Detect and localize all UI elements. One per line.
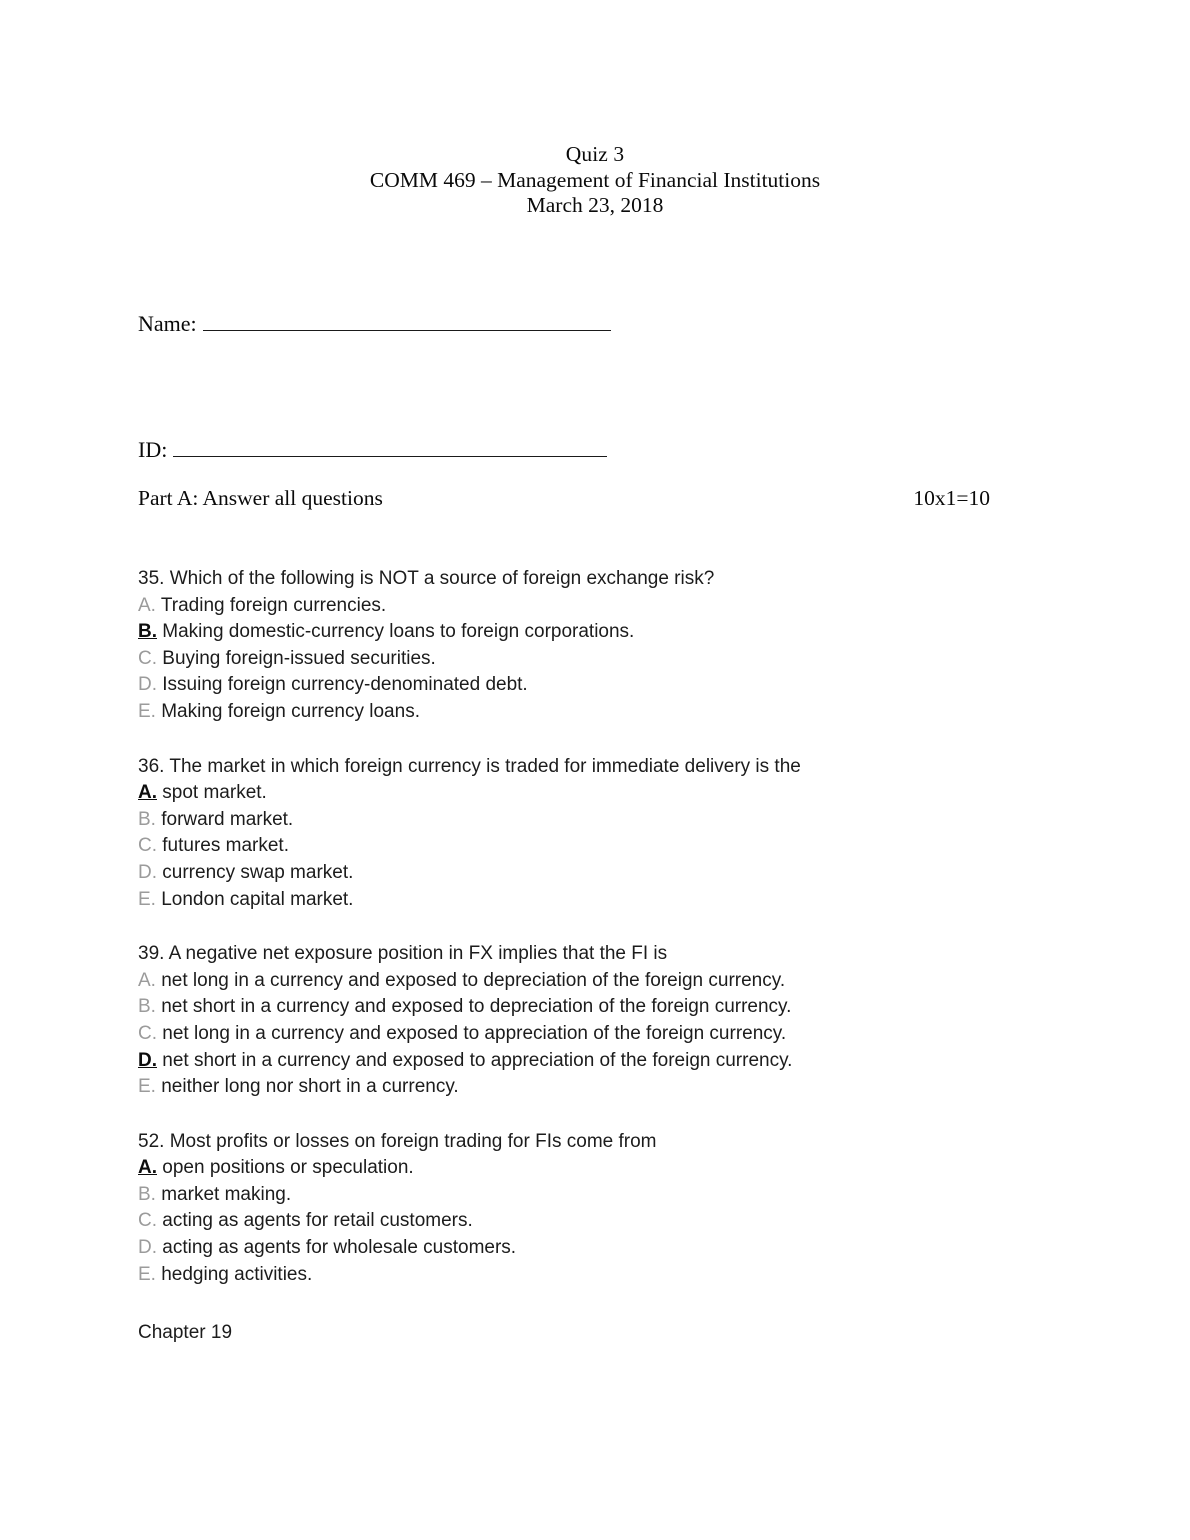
id-field-rule[interactable] xyxy=(173,440,607,457)
option-letter: C. xyxy=(138,1210,157,1232)
questions-list xyxy=(138,566,1038,1316)
option-text: market making. xyxy=(161,1183,292,1205)
question-stem xyxy=(138,941,1038,968)
answer-option[interactable] xyxy=(138,672,1038,699)
option-letter: D. xyxy=(138,861,157,883)
option-letter: A. xyxy=(138,782,157,804)
answer-option-correct[interactable] xyxy=(138,780,1038,807)
answer-option-correct[interactable] xyxy=(138,1155,1038,1182)
part-a-title: Part A: Answer all questions xyxy=(138,486,383,510)
option-text: net long in a currency and exposed to appreciation of the foreign currency. xyxy=(162,1022,787,1044)
question-number: 35. xyxy=(138,568,165,589)
question-number: 52. xyxy=(138,1130,165,1152)
option-letter: B. xyxy=(138,621,157,643)
answer-option[interactable] xyxy=(138,833,1038,860)
question-stem xyxy=(138,566,1038,593)
id-field[interactable] xyxy=(138,437,607,463)
question-stem-text: Most profits or losses on foreign trading for FIs come from xyxy=(169,1130,657,1152)
answer-option[interactable] xyxy=(138,1074,1038,1101)
answer-option[interactable] xyxy=(138,860,1038,887)
document-header xyxy=(0,142,1190,219)
option-text: London capital market. xyxy=(161,888,354,910)
header-line-course: COMM 469 – Management of Financial Institutions xyxy=(369,167,821,192)
option-text: neither long nor short in a currency. xyxy=(161,1076,459,1098)
option-letter: A. xyxy=(138,594,156,616)
option-text: Issuing foreign currency-denominated debt. xyxy=(162,674,528,696)
option-text: net short in a currency and exposed to appreciation of the foreign currency. xyxy=(162,1049,793,1071)
option-text: currency swap market. xyxy=(162,861,354,883)
option-text: open positions or speculation. xyxy=(162,1157,414,1179)
header-line-quiz-title: Quiz 3 xyxy=(565,142,625,166)
option-letter: B. xyxy=(138,1183,156,1205)
question-block xyxy=(138,1129,1038,1289)
answer-option[interactable] xyxy=(138,887,1038,914)
question-number: 39. xyxy=(138,943,165,965)
name-field-rule[interactable] xyxy=(203,314,611,331)
option-letter: E. xyxy=(138,700,156,722)
question-stem-text: The market in which foreign currency is traded for immediate delivery is the xyxy=(169,755,801,777)
option-letter: E. xyxy=(138,888,156,910)
question-number: 36. xyxy=(138,755,165,777)
id-field-label: ID: xyxy=(138,437,168,462)
answer-option[interactable] xyxy=(138,807,1038,834)
question-block xyxy=(138,754,1038,914)
question-block xyxy=(138,941,1038,1101)
option-letter: E. xyxy=(138,1263,156,1285)
question-stem xyxy=(138,754,1038,781)
answer-option[interactable] xyxy=(138,1235,1038,1262)
option-text: Making domestic-currency loans to foreign corporations. xyxy=(162,621,635,643)
question-block xyxy=(138,566,1038,726)
answer-option[interactable] xyxy=(138,699,1038,726)
option-text: acting as agents for wholesale customers. xyxy=(162,1237,517,1259)
name-field[interactable] xyxy=(138,311,611,337)
option-letter: B. xyxy=(138,996,156,1018)
option-text: Making foreign currency loans. xyxy=(161,700,420,722)
option-text: acting as agents for retail customers. xyxy=(162,1210,473,1232)
option-text: Trading foreign currencies. xyxy=(160,594,387,616)
answer-option[interactable] xyxy=(138,646,1038,673)
option-letter: D. xyxy=(138,1049,157,1071)
option-letter: A. xyxy=(138,969,156,991)
answer-option[interactable] xyxy=(138,994,1038,1021)
answer-option[interactable] xyxy=(138,968,1038,995)
option-letter: A. xyxy=(138,1157,157,1179)
option-letter: C. xyxy=(138,835,157,857)
option-letter: C. xyxy=(138,1022,157,1044)
option-text: net short in a currency and exposed to depreciation of the foreign currency. xyxy=(161,996,792,1018)
answer-option[interactable] xyxy=(138,1208,1038,1235)
header-line-date: March 23, 2018 xyxy=(526,193,664,217)
question-stem-text: Which of the following is NOT a source of foreign exchange risk? xyxy=(169,568,715,589)
option-text: spot market. xyxy=(162,782,267,804)
option-text: futures market. xyxy=(162,835,289,857)
option-text: Buying foreign-issued securities. xyxy=(162,647,436,669)
name-field-label: Name: xyxy=(138,311,197,336)
answer-option-correct[interactable] xyxy=(138,1048,1038,1075)
option-text: forward market. xyxy=(161,808,294,830)
answer-option[interactable] xyxy=(138,1182,1038,1209)
part-a-heading-row xyxy=(138,485,990,511)
option-letter: C. xyxy=(138,647,157,669)
answer-option-correct[interactable] xyxy=(138,619,1038,646)
answer-option[interactable] xyxy=(138,1262,1038,1289)
option-letter: D. xyxy=(138,1237,157,1259)
option-letter: B. xyxy=(138,808,156,830)
option-text: hedging activities. xyxy=(161,1263,313,1285)
option-text: net long in a currency and exposed to depreciation of the foreign currency. xyxy=(161,969,786,991)
question-stem-text: A negative net exposure position in FX implies that the FI is xyxy=(168,943,668,965)
part-a-marks: 10x1=10 xyxy=(913,486,990,510)
answer-option[interactable] xyxy=(138,1021,1038,1048)
question-stem xyxy=(138,1129,1038,1156)
option-letter: E. xyxy=(138,1076,156,1098)
chapter-note: Chapter 19 xyxy=(138,1322,233,1343)
answer-option[interactable] xyxy=(138,593,1038,620)
option-letter: D. xyxy=(138,674,157,696)
